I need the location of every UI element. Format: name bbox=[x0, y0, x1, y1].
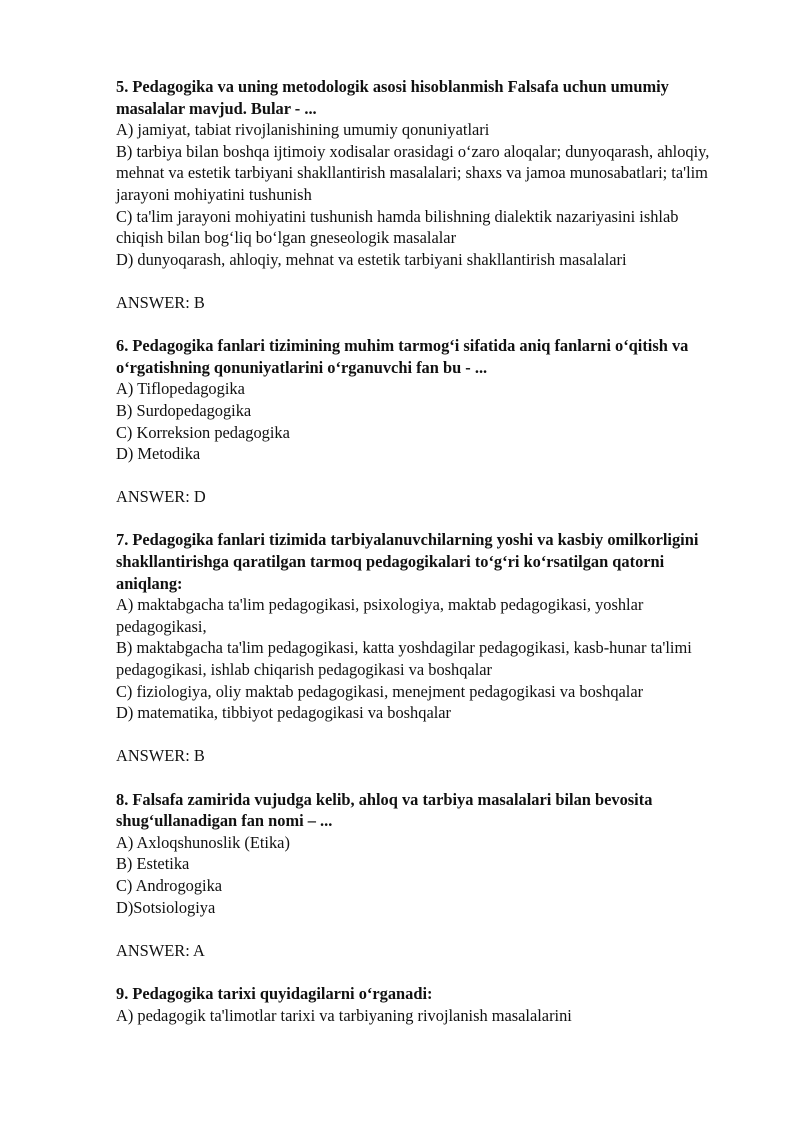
answer-line: ANSWER: B bbox=[116, 746, 205, 766]
option-b: B) maktabgacha ta'lim pedagogikasi, katta yoshdagilar pedagogikasi, kasb-hunar ta'limi pedagogikasi, ishlab chiqarish pedagogikasi va boshqalar bbox=[116, 638, 692, 680]
question-6 bbox=[116, 335, 736, 508]
option-b: B) Surdopedagogika bbox=[116, 400, 252, 420]
question-text: 9. Pedagogika tarixi quyidagilarni o‘rganadi: bbox=[116, 983, 433, 1003]
option-d: D) Metodika bbox=[116, 444, 201, 464]
answer-line: ANSWER: B bbox=[116, 292, 205, 312]
option-c: C) ta'lim jarayoni mohiyatini tushunish hamda bilishning dialektik nazariyasini ishlab chiqish bilan bog‘liq bo‘lgan gneseologik masalalar bbox=[116, 206, 679, 248]
answer-line: ANSWER: D bbox=[116, 487, 206, 507]
question-7 bbox=[116, 529, 736, 767]
question-text: 8. Falsafa zamirida vujudga kelib, ahloq va tarbiya masalalari bilan bevosita shug‘ullanadigan fan nomi – ... bbox=[116, 789, 653, 831]
question-text: 5. Pedagogika va uning metodologik asosi hisoblanmish Falsafa uchun umumiy masalalar mavjud. Bular - ... bbox=[116, 77, 669, 118]
option-c: C) Korreksion pedagogika bbox=[116, 422, 290, 442]
option-c: C) fiziologiya, oliy maktab pedagogikasi, menejment pedagogikasi va boshqalar bbox=[116, 681, 644, 701]
option-a: A) Tiflopedagogika bbox=[116, 379, 245, 399]
option-d: D)Sotsiologiya bbox=[116, 897, 216, 917]
option-b: B) tarbiya bilan boshqa ijtimoiy xodisalar orasidagi o‘zaro aloqalar; dunyoqarash, ahloqiy, mehnat va estetik tarbiyani shakllantirish masalalari; shaxs va jamoa munosabatlari; ta'lim jarayoni mohiyatini tushunish bbox=[116, 141, 710, 204]
question-text: 6. Pedagogika fanlari tizimining muhim tarmog‘i sifatida aniq fanlarni o‘qitish va o‘rgatishning qonuniyatlarini o‘rganuvchi fan bu - ... bbox=[116, 336, 689, 377]
question-text: 7. Pedagogika fanlari tizimida tarbiyalanuvchilarning yoshi va kasbiy omilkorligini shakllantirishga qaratilgan tarmoq pedagogikalari to‘g‘ri ko‘rsatilgan qatorni aniqlang: bbox=[116, 530, 699, 593]
question-5 bbox=[116, 76, 736, 314]
option-d: D) matematika, tibbiyot pedagogikasi va boshqalar bbox=[116, 703, 452, 723]
document-page bbox=[116, 76, 736, 1026]
option-a: A) jamiyat, tabiat rivojlanishining umumiy qonuniyatlari bbox=[116, 120, 490, 140]
question-8 bbox=[116, 789, 736, 962]
option-a: A) Axloqshunoslik (Etika) bbox=[116, 832, 290, 852]
question-9 bbox=[116, 983, 736, 1026]
answer-line: ANSWER: A bbox=[116, 940, 205, 960]
option-d: D) dunyoqarash, ahloqiy, mehnat va estetik tarbiyani shakllantirish masalalari bbox=[116, 249, 627, 269]
option-c: C) Androgogika bbox=[116, 875, 223, 895]
option-b: B) Estetika bbox=[116, 854, 190, 874]
option-a: A) maktabgacha ta'lim pedagogikasi, psixologiya, maktab pedagogikasi, yoshlar pedagogikasi, bbox=[116, 595, 644, 636]
option-a: A) pedagogik ta'limotlar tarixi va tarbiyaning rivojlanish masalalarini bbox=[116, 1005, 572, 1025]
